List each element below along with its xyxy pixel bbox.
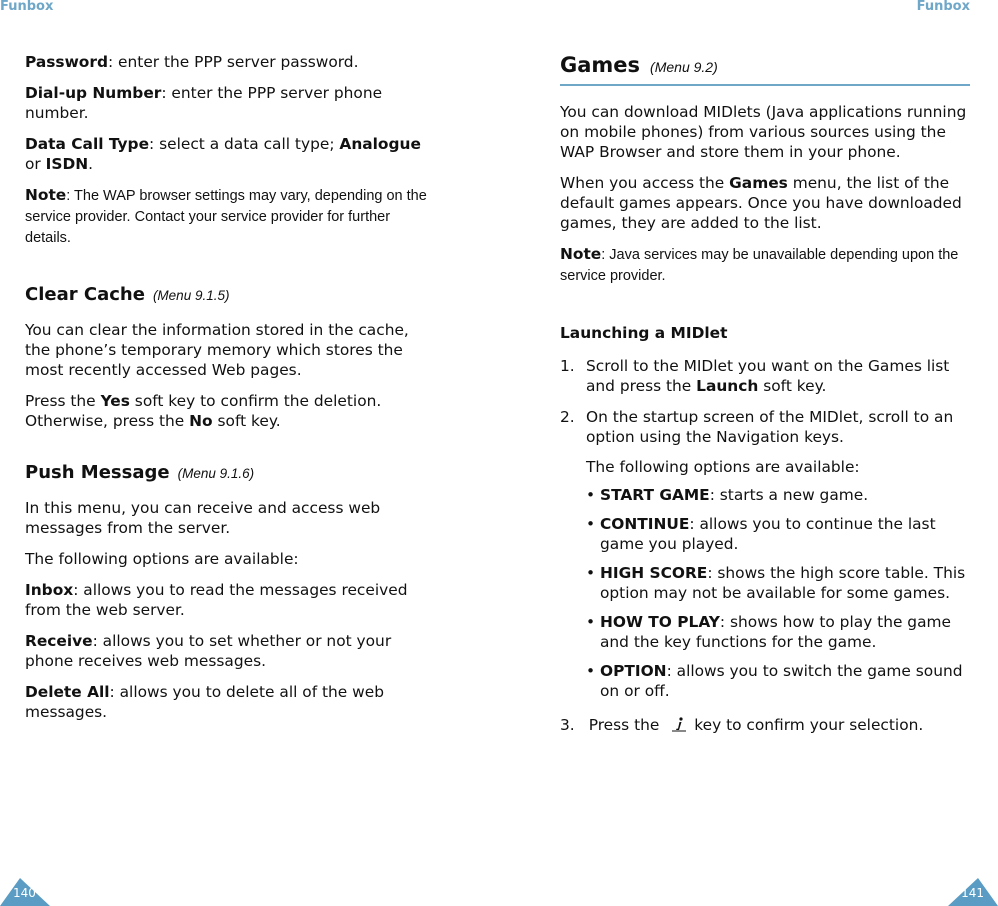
- step-2-text: On the startup screen of the MIDlet, scroll to an option using the Navigation keys.: [586, 408, 954, 446]
- games-heading: [560, 52, 970, 86]
- page-number-left: 140: [13, 886, 36, 900]
- push-message-p1: In this menu, you can receive and access web messages from the server.: [25, 499, 381, 537]
- games-p2-a: When you access the: [560, 174, 730, 192]
- java-note: [560, 244, 970, 287]
- games-menu-name: Games: [729, 174, 788, 192]
- inbox-label: Inbox: [25, 581, 74, 599]
- games-p1: You can download MIDlets (Java applications running on mobile phones) from various sources using the WAP Browser and store them in your phone.: [560, 103, 967, 161]
- option-item: [586, 514, 970, 554]
- datacall-opt-isdn: ISDN: [45, 155, 89, 173]
- games-title: Games: [560, 53, 641, 77]
- step-3-text-a: Press the: [588, 716, 660, 734]
- step-1-text-c: soft key.: [758, 377, 827, 395]
- launch-key: Launch: [696, 377, 759, 395]
- step-1: [560, 356, 970, 396]
- bullet: •: [586, 613, 596, 631]
- option-text: : allows you to continue the last game you played.: [600, 515, 936, 553]
- java-note-text: : Java services may be unavailable depending upon the service provider.: [560, 247, 959, 284]
- launching-midlet-heading: Launching a MIDlet: [560, 324, 728, 342]
- step-1-text-a: Scroll to the MIDlet you want on the Games list and press the: [586, 357, 950, 395]
- right-content: [560, 52, 970, 746]
- note-label: Note: [25, 186, 67, 204]
- clear-cache-title: Clear Cache: [25, 284, 145, 305]
- push-message-p2: The following options are available:: [25, 550, 299, 568]
- option-item: [586, 563, 970, 603]
- delete-all-item: [25, 682, 437, 722]
- launch-steps: [560, 356, 970, 735]
- inbox-item: [25, 580, 437, 620]
- delete-all-label: Delete All: [25, 683, 110, 701]
- dialup-item: [25, 83, 437, 123]
- datacall-end: .: [88, 155, 94, 173]
- page-number-tab-left: [0, 878, 50, 906]
- clear-cache-p2-b: soft key to confirm the deletion. Otherwise, press the: [25, 392, 382, 430]
- dialup-label: Dial-up Number: [25, 84, 162, 102]
- note-text: : The WAP browser settings may vary, depending on the service provider. Contact your service provider for further details.: [25, 188, 427, 246]
- option-label: START GAME: [600, 486, 710, 504]
- inbox-text: : allows you to read the messages received from the web server.: [25, 581, 408, 619]
- receive-text: : allows you to set whether or not your phone receives web messages.: [25, 632, 392, 670]
- push-message-title: Push Message: [25, 462, 170, 483]
- datacall-item: [25, 134, 437, 174]
- options-list: [586, 485, 970, 701]
- push-message-heading: [25, 461, 437, 486]
- games-p2-c: menu, the list of the default games appears. Once you have downloaded games, they are added to the list.: [560, 174, 962, 232]
- password-label: Password: [25, 53, 108, 71]
- page-number-right: 141: [961, 886, 984, 900]
- games-p2: [560, 173, 970, 233]
- password-item: [25, 52, 437, 72]
- receive-item: [25, 631, 437, 671]
- i-key-icon: [668, 716, 690, 732]
- receive-label: Receive: [25, 632, 93, 650]
- bullet: •: [586, 486, 596, 504]
- right-page: [499, 0, 998, 906]
- step-3-number: 3.: [560, 716, 575, 734]
- clear-cache-p2-c: soft key.: [212, 412, 281, 430]
- dialup-text: : enter the PPP server phone number.: [25, 84, 383, 122]
- no-key: No: [189, 412, 213, 430]
- clear-cache-p1: You can clear the information stored in the cache, the phone’s temporary memory which stores the most recently accessed Web pages.: [25, 321, 409, 379]
- clear-cache-menu-ref: (Menu 9.1.5): [152, 288, 230, 303]
- datacall-opt-analogue: Analogue: [339, 135, 421, 153]
- clear-cache-heading: [25, 283, 437, 308]
- clear-cache-p2-a: Press the: [25, 392, 101, 410]
- push-message-menu-ref: (Menu 9.1.6): [177, 466, 255, 481]
- page-number-tab-right: [948, 878, 998, 906]
- password-text: : enter the PPP server password.: [107, 53, 359, 71]
- left-content: [25, 52, 437, 733]
- games-menu-ref: (Menu 9.2): [650, 59, 718, 75]
- datacall-or: or: [25, 155, 46, 173]
- step-2-number: 2.: [560, 408, 575, 426]
- option-label: HOW TO PLAY: [600, 613, 720, 631]
- step-2: [560, 407, 970, 701]
- datacall-label: Data Call Type: [25, 135, 150, 153]
- wap-note: [25, 185, 437, 249]
- java-note-label: Note: [560, 245, 602, 263]
- delete-all-text: : allows you to delete all of the web messages.: [25, 683, 384, 721]
- datacall-text: : select a data call type;: [149, 135, 340, 153]
- running-header-left: Funbox: [0, 0, 54, 14]
- step-3-text-b: key to confirm your selection.: [694, 716, 924, 734]
- option-item: [586, 661, 970, 701]
- running-header-right: Funbox: [916, 0, 970, 14]
- bullet: •: [586, 662, 596, 680]
- option-item: [586, 485, 970, 505]
- option-label: OPTION: [600, 662, 667, 680]
- option-text: : shows the high score table. This option may not be available for some games.: [600, 564, 966, 602]
- option-label: HIGH SCORE: [600, 564, 708, 582]
- clear-cache-p2: [25, 391, 437, 431]
- bullet: •: [586, 515, 596, 533]
- yes-key: Yes: [100, 392, 130, 410]
- options-intro: The following options are available:: [586, 458, 860, 476]
- option-item: [586, 612, 970, 652]
- option-label: CONTINUE: [600, 515, 690, 533]
- step-1-number: 1.: [560, 357, 575, 375]
- option-text: : shows how to play the game and the key functions for the game.: [600, 613, 951, 651]
- bullet: •: [586, 564, 596, 582]
- option-text: : allows you to switch the game sound on or off.: [600, 662, 963, 700]
- option-text: : starts a new game.: [709, 486, 869, 504]
- step-3: [560, 715, 970, 735]
